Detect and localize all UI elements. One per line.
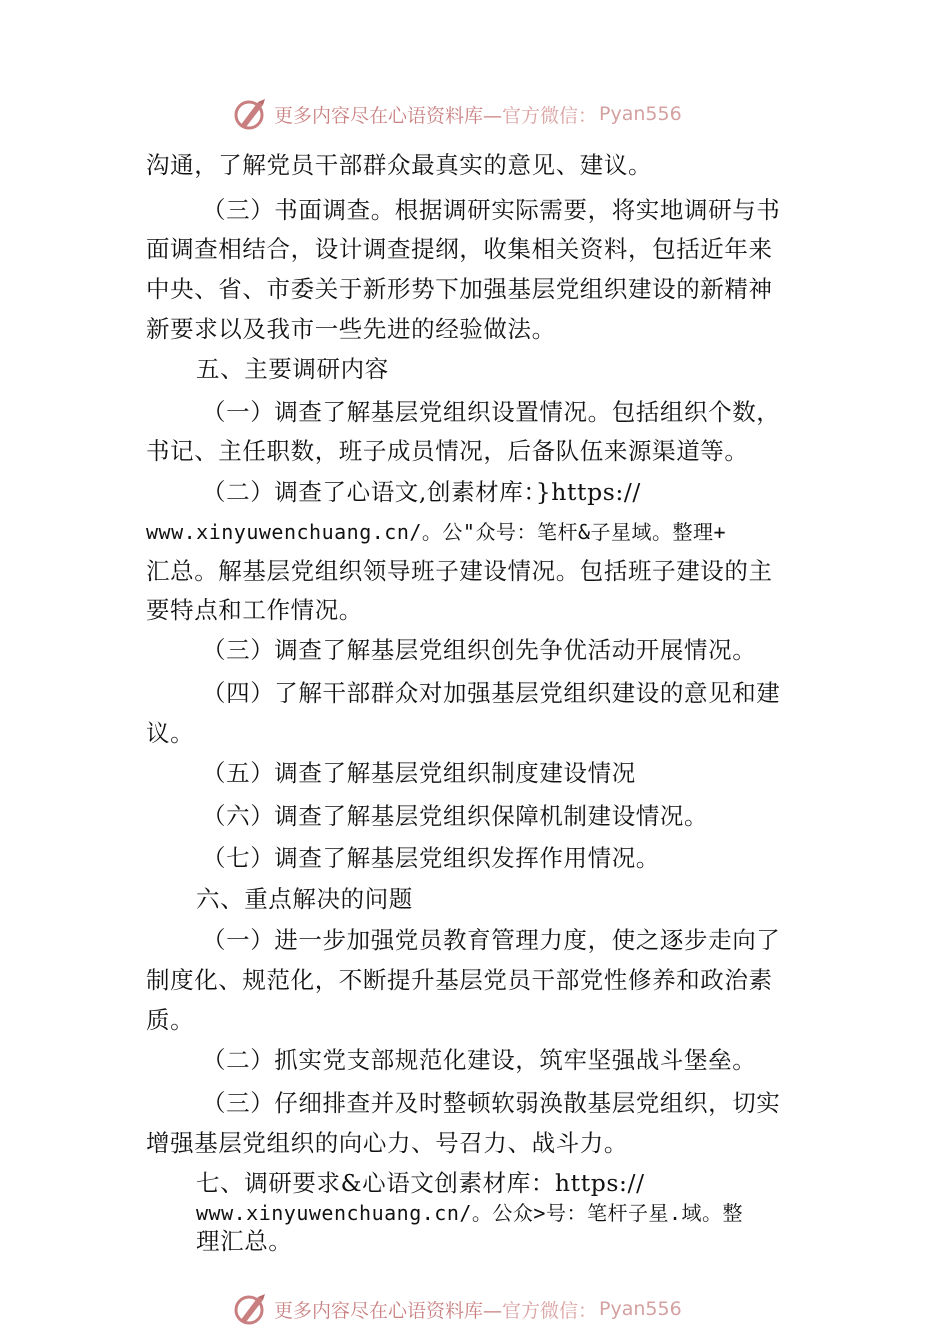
text-line: （三）调查了解基层党组织创先争优活动开展情况。: [202, 636, 757, 664]
quill-seal-icon: [232, 1291, 268, 1327]
text-line: 面调查相结合，设计调查提纲，收集相关资料，包括近年来: [146, 235, 773, 263]
text-line: 理汇总。: [196, 1227, 293, 1255]
text-line: （一）调查了解基层党组织设置情况。包括组织个数，: [202, 398, 781, 426]
text-line: 中央、省、市委关于新形势下加强基层党组织建设的新精神: [146, 275, 773, 303]
watermark-brand: 官方微信：: [502, 104, 598, 127]
text-line: 增强基层党组织的向心力、号召力、战斗力。: [146, 1129, 628, 1157]
watermark-id: Pyan556: [599, 1298, 682, 1320]
text-line: www.xinyuwenchuang.cn/。公众>号：笔杆子星.域。整: [196, 1201, 743, 1225]
header-watermark: [232, 94, 732, 134]
text-line: （五）调查了解基层党组织制度建设情况: [202, 759, 636, 787]
text-line: （六）调查了解基层党组织保障机制建设情况。: [202, 802, 709, 830]
watermark-text: 更多内容尽在心语资料库—: [274, 1299, 503, 1322]
watermark-id: Pyan556: [599, 103, 682, 125]
section-heading: 六、重点解决的问题: [196, 885, 413, 913]
text-line: （二）调查了心语文,创素材库：}https://: [202, 478, 641, 506]
text-line: 制度化、规范化，不断提升基层党员干部党性修养和政治素: [146, 966, 773, 994]
text-line: 新要求以及我市一些先进的经验做法。: [146, 315, 556, 343]
text-line: （七）调查了解基层党组织发挥作用情况。: [202, 844, 660, 872]
footer-watermark: [232, 1289, 732, 1329]
text-line: 议。: [146, 719, 195, 747]
text-line: 要特点和工作情况。: [146, 596, 363, 624]
text-line: （三）仔细排查并及时整顿软弱涣散基层党组织，切实: [202, 1089, 781, 1117]
quill-seal-icon: [232, 96, 268, 132]
text-line: （一）进一步加强党员教育管理力度，使之逐步走向了: [202, 926, 781, 954]
text-line: 沟通，了解党员干部群众最真实的意见、建议。: [146, 151, 653, 179]
watermark-text: 更多内容尽在心语资料库—: [274, 104, 503, 127]
text-line: 书记、主任职数，班子成员情况，后备队伍来源渠道等。: [146, 437, 749, 465]
text-line: （四）了解干部群众对加强基层党组织建设的意见和建: [202, 679, 781, 707]
section-heading: 五、主要调研内容: [196, 355, 389, 383]
text-line: www.xinyuwenchuang.cn/。公"众号：笔杆&子星域。整理+: [146, 520, 727, 544]
text-line: （三）书面调查。根据调研实际需要，将实地调研与书: [202, 196, 781, 224]
text-line: 质。: [146, 1006, 195, 1034]
section-heading: 七、调研要求&心语文创素材库：https://: [196, 1169, 645, 1197]
text-line: （二）抓实党支部规范化建设，筑牢坚强战斗堡垒。: [202, 1046, 757, 1074]
text-line: 汇总。解基层党组织领导班子建设情况。包括班子建设的主: [146, 557, 773, 585]
watermark-brand: 官方微信：: [502, 1299, 598, 1322]
